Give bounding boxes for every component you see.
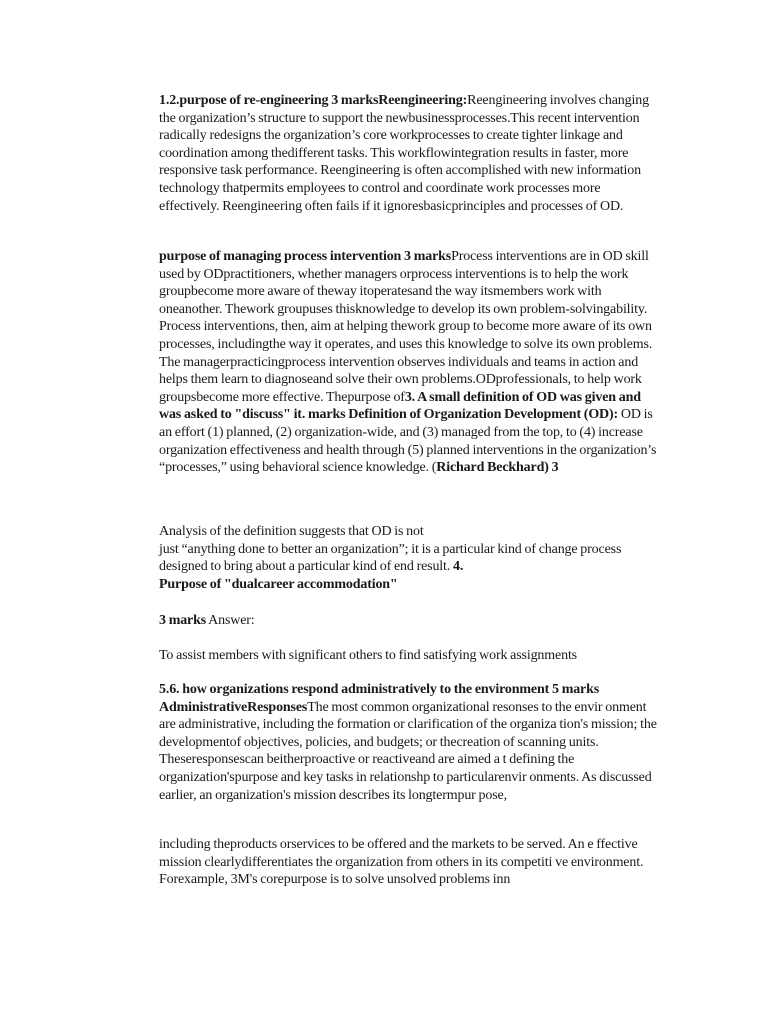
analysis-paragraph — [159, 523, 659, 593]
od-definition-heading: 3. A small definition of OD was given and was asked to "discuss" it. marks Definition of Organization Development (OD): — [159, 389, 641, 423]
answer-marks: 3 marks — [159, 613, 207, 628]
process-intervention-heading: purpose of managing process intervention 3 marks — [159, 249, 452, 264]
admin-continuation-body: including theproducts orservices to be offered and the markets to be served. An e ffective mission clearlydifferentiates the organization from others in its competiti ve environment. Forexample, 3M's corepurpose is to solve unsolved problems inn — [159, 837, 644, 888]
process-intervention-paragraph — [159, 248, 659, 477]
answer-text: To assist members with significant others to find satisfying work assignments — [159, 648, 577, 663]
answer-text-line — [159, 647, 659, 665]
dualcareer-number: 4. — [452, 559, 464, 575]
od-definition-attribution: Richard Beckhard) 3 — [436, 460, 559, 476]
dualcareer-heading: Purpose of "dualcareer accommodation" — [159, 576, 398, 592]
admin-response-heading: 5.6. how organizations respond administratively to the environment 5 marks AdministrativeResponses — [159, 682, 600, 715]
analysis-body: just “anything done to better an organization”; it is a particular kind of change process designed to bring about a particular kind of end result. — [159, 541, 622, 575]
answer-label: Answer: — [206, 613, 255, 628]
od-definition-body: OD is an effort (1) planned, (2) organization-wide, and (3) managed from the top, to (4) increase organization effectiveness and health through (5) planned interventions in the organization’s “processes,” using behavioral science knowledge. ( — [159, 407, 657, 476]
analysis-line1: Analysis of the definition suggests that OD is not — [159, 524, 424, 539]
admin-response-body: The most common organizational resonses to the envir onment are administrative, including the formation or clarification of the organiza tion's mission; the developmentof objectives, policies, and budgets; or thecreation of scanning units. Theseresponsescan beitherproactive or reactiveand are aimed a t defining the organization'spurpose and key tasks in relationshp to particularenvir onments. As discussed earlier, an organization's mission describes its longtermpur pose, — [159, 699, 657, 803]
admin-continuation-paragraph — [159, 836, 659, 889]
admin-response-paragraph — [159, 681, 659, 804]
process-intervention-body: Process interventions are in OD skill used by ODpractitioners, whether managers orprocess interventions is to help the work groupbecome more aware of theway itoperatesand the way itsmembers work with oneanother. Thework groupuses thisknowledge to develop its own problem-solvingability. Process interventions, then, aim at helping thework group to become more aware of its own processes, includingthe way it operates, and uses this knowledge to solve its own problems. The managerpracticingprocess intervention observes individuals and teams in action and helps them learn to diagnoseand solve their own problems.ODprofessionals, to help work groupsbecome more effective. Thepurpose of — [159, 249, 653, 405]
reengineering-heading: 1.2.purpose of re-engineering 3 marksReengineering: — [159, 93, 468, 108]
reengineering-body: Reengineering involves changing the organization’s structure to support the newbusinessprocesses.This recent intervention radically redesigns the organization’s core workprocesses to create tighter linkage and coordination among thedifferent tasks. This workflowintegration results in faster, more responsive task performance. Reengineering is often accomplished with new information technology thatpermits employees to control and coordinate work processes more effectively. Reengineering often fails if it ignoresbasicprinciples and processes of OD. — [159, 93, 649, 214]
answer-label-line — [159, 612, 659, 630]
reengineering-paragraph — [159, 92, 659, 215]
